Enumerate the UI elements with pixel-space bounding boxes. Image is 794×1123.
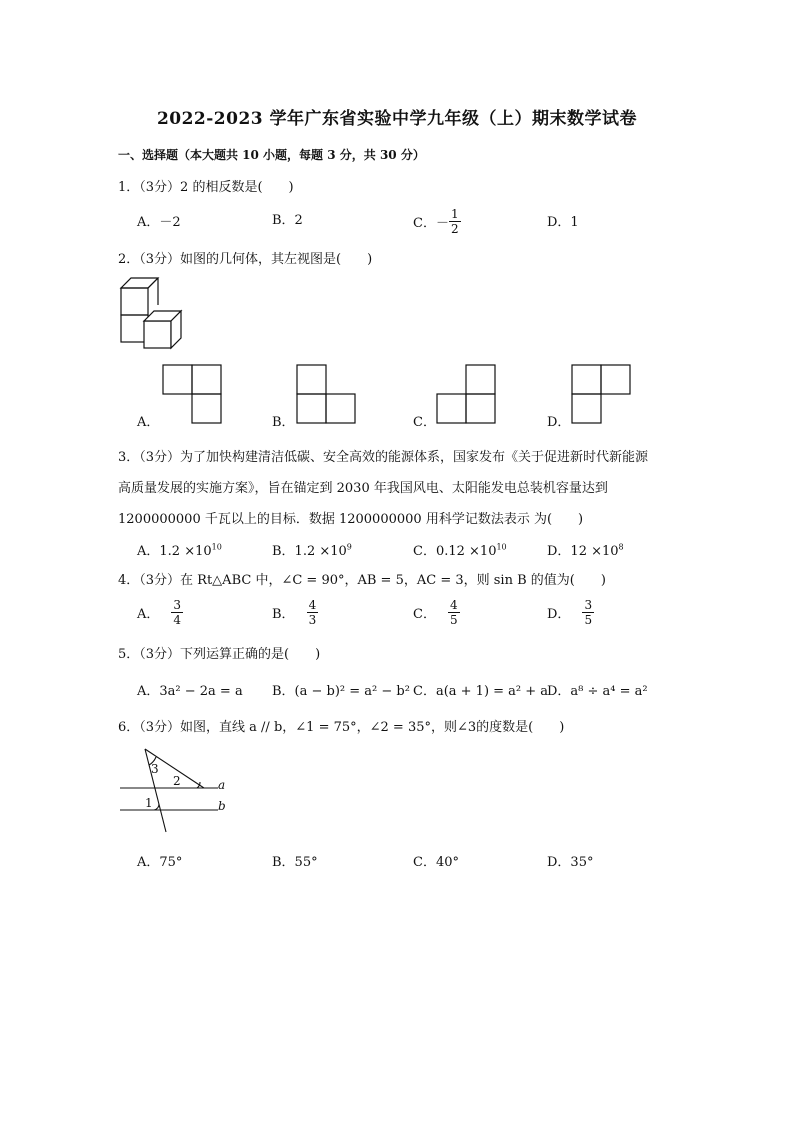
q1-option-c-fraction <box>449 207 461 236</box>
question-3-stem-line-3: 1200000000 千瓦以上的目标．数据 1200000000 用科学记数法表示 为( ) <box>118 512 584 527</box>
fraction-numerator: 4 <box>449 597 458 612</box>
q2-option-b-view <box>296 364 356 424</box>
q4-option-a-label: A． <box>137 606 160 622</box>
q4-option-d-fraction <box>582 598 594 627</box>
question-4-stem: 4．（3分）在 Rt△ABC 中，∠C = 90°，AB = 5，AC = 3，则 sin B 的值为( ) <box>118 573 606 588</box>
angle-3-label: 3 <box>151 762 159 776</box>
q3-option-b <box>272 540 352 559</box>
q1-option-c-label: C．－ <box>413 215 449 231</box>
geometric-solid-figure <box>118 274 198 354</box>
q3-option-d-exponent: 8 <box>618 542 624 552</box>
q5-option-c: C．a(a + 1) = a² + a <box>413 684 549 699</box>
question-2-stem: 2．（3分）如图的几何体，其左视图是( ) <box>118 252 373 267</box>
q4-option-b-fraction <box>307 598 319 627</box>
q4-option-c-label: C． <box>413 606 436 622</box>
q2-option-d-view <box>571 364 631 424</box>
q3-option-a <box>137 540 222 559</box>
q2-option-c-view <box>436 364 496 424</box>
q2-option-a: A． <box>137 415 160 430</box>
q6-option-c: C．40° <box>413 855 459 870</box>
question-6-stem: 6．（3分）如图，直线 a // b，∠1 = 75°，∠2 = 35°，则∠3的度数是( ) <box>118 720 565 735</box>
q2-option-c: C． <box>413 415 436 430</box>
fraction-denominator: 2 <box>450 221 459 236</box>
fraction-numerator: 1 <box>450 206 459 221</box>
fraction-denominator: 5 <box>449 612 458 627</box>
fraction-numerator: 3 <box>584 597 593 612</box>
q3-option-d-label: D．12 ×10 <box>547 544 619 559</box>
q1-option-c <box>413 201 461 241</box>
q4-option-b <box>272 592 318 632</box>
q2-option-b: B． <box>272 415 295 430</box>
q2-option-d: D． <box>547 415 571 430</box>
q3-option-c-exponent: 10 <box>496 542 507 552</box>
q3-option-b-label: B．1.2 ×10 <box>272 544 347 559</box>
q3-option-a-exponent: 10 <box>211 542 222 552</box>
question-1-stem: 1．（3分）2 的相反数是( ) <box>118 180 294 195</box>
q4-option-d-label: D． <box>547 606 571 622</box>
fraction-denominator: 5 <box>584 612 593 627</box>
fraction-numerator: 3 <box>173 597 182 612</box>
q1-option-d: D．1 <box>547 215 579 230</box>
q6-option-a: A．75° <box>137 855 183 870</box>
angle-2-label: 2 <box>173 774 181 788</box>
q5-option-a: A．3a² − 2a = a <box>137 684 243 699</box>
page-title: 2022-2023 学年广东省实验中学九年级（上）期末数学试卷 <box>156 109 638 129</box>
q4-option-a <box>137 592 183 632</box>
question-3-stem-line-1: 3．（3分）为了加快构建清洁低碳、安全高效的能源体系，国家发布《关于促进新时代新能源 <box>118 450 649 465</box>
q3-option-d <box>547 540 624 559</box>
section-header: 一、选择题（本大题共 10 小题，每题 3 分，共 30 分） <box>118 148 425 162</box>
q6-option-b: B．55° <box>272 855 318 870</box>
fraction-denominator: 4 <box>173 612 182 627</box>
angle-1-label: 1 <box>145 796 153 810</box>
fraction-numerator: 4 <box>308 597 317 612</box>
q4-option-b-label: B． <box>272 606 295 622</box>
question-3-stem-line-2: 高质量发展的实施方案》，旨在锚定到 2030 年我国风电、太阳能发电总装机容量达到 <box>118 481 608 496</box>
q3-option-c-label: C．0.12 ×10 <box>413 544 497 559</box>
q4-option-d <box>547 592 594 632</box>
q2-option-a-view <box>162 364 222 424</box>
q1-option-a: A．－2 <box>137 215 181 230</box>
q4-option-a-fraction <box>171 598 183 627</box>
q3-option-a-label: A．1.2 ×10 <box>137 544 212 559</box>
q3-option-c <box>413 540 507 559</box>
q3-option-b-exponent: 9 <box>346 542 352 552</box>
line-a-label: a <box>218 778 226 792</box>
question-5-stem: 5．（3分）下列运算正确的是( ) <box>118 647 321 662</box>
q4-option-c <box>413 592 460 632</box>
q6-option-d: D．35° <box>547 855 594 870</box>
q5-option-d: D．a⁸ ÷ a⁴ = a² <box>547 684 648 699</box>
q5-option-b: B．(a − b)² = a² − b² <box>272 684 410 699</box>
line-b-label: b <box>218 799 226 813</box>
q1-option-b: B．2 <box>272 213 303 228</box>
q4-option-c-fraction <box>448 598 460 627</box>
fraction-denominator: 3 <box>308 612 317 627</box>
